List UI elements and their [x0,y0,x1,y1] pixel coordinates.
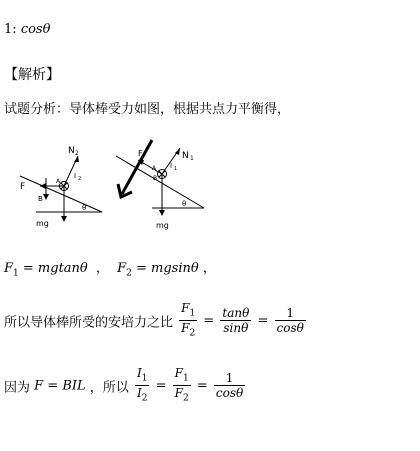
label-f-right: F [138,149,143,158]
f1-expression: = mgtanθ [22,261,88,276]
label-mg-left: mg [36,219,49,228]
label-a-right: A [152,165,157,172]
label-f-left: F [20,182,26,192]
label-i-left: I [74,172,77,180]
label-i-right: I [170,162,173,170]
ratio-text: 所以导体棒所受的安培力之比 [4,315,174,331]
ratio-fraction-forces: $\frac{F_1}{F_2}$ [181,301,196,339]
incline-left [20,176,102,212]
answer-line [4,22,50,37]
svg-text:1: 1 [190,155,194,162]
force-fraction: $\frac{F_1}{F_2}$ [174,366,189,404]
current-fraction: $\frac{I_1}{I_2}$ [136,366,148,404]
current-ratio-line: 因为 F = BIL ，所以 $\frac{I_1}{I_2}$ = $\frac{F_1}{F_2}$ = $\frac{1}{\cos\theta}$ [4,366,244,404]
f2-expression: = mgsinθ [135,261,199,276]
svg-text:2: 2 [78,176,82,182]
ratio-line: 所以导体棒所受的安培力之比 $\frac{F_1}{F_2}$ = $\frac{\tan\theta}{\sin\theta}$ = $\frac{1}{\cos\theta}$ [4,301,304,339]
ampere-formula: F = BIL [34,378,86,394]
answer-sep: : [12,22,17,37]
ratio-fraction-trig: $\frac{\tan\theta}{\sin\theta}$ [222,306,250,336]
result-fraction: $\frac{1}{\cos\theta}$ [215,371,244,401]
label-theta-left: θ [82,204,87,212]
answer-prefix: 1 [4,22,13,37]
label-n-left: N [68,146,75,156]
label-b-left: B [38,195,43,203]
label-b-right: B [153,175,158,182]
svg-text:1: 1 [174,166,178,172]
answer-value: cosθ [20,22,51,37]
label-theta-right: θ [182,200,187,208]
svg-text:2: 2 [75,150,79,157]
analysis-intro: 试题分析：导体棒受力如图，根据共点力平衡得， [4,102,291,117]
force-equations: $F_1 = mgtan\theta$ ， $F_2 = mgsin\theta$ ， [4,261,216,279]
label-n-right: N [182,151,189,161]
pointer-arrow [122,140,152,194]
label-mg-right: mg [156,221,169,230]
label-a-left: A [56,178,61,185]
ratio-fraction-result: $\frac{1}{\cos\theta}$ [276,306,304,336]
force-diagram-right [112,136,212,236]
analysis-heading: 【解析】 [4,67,60,83]
